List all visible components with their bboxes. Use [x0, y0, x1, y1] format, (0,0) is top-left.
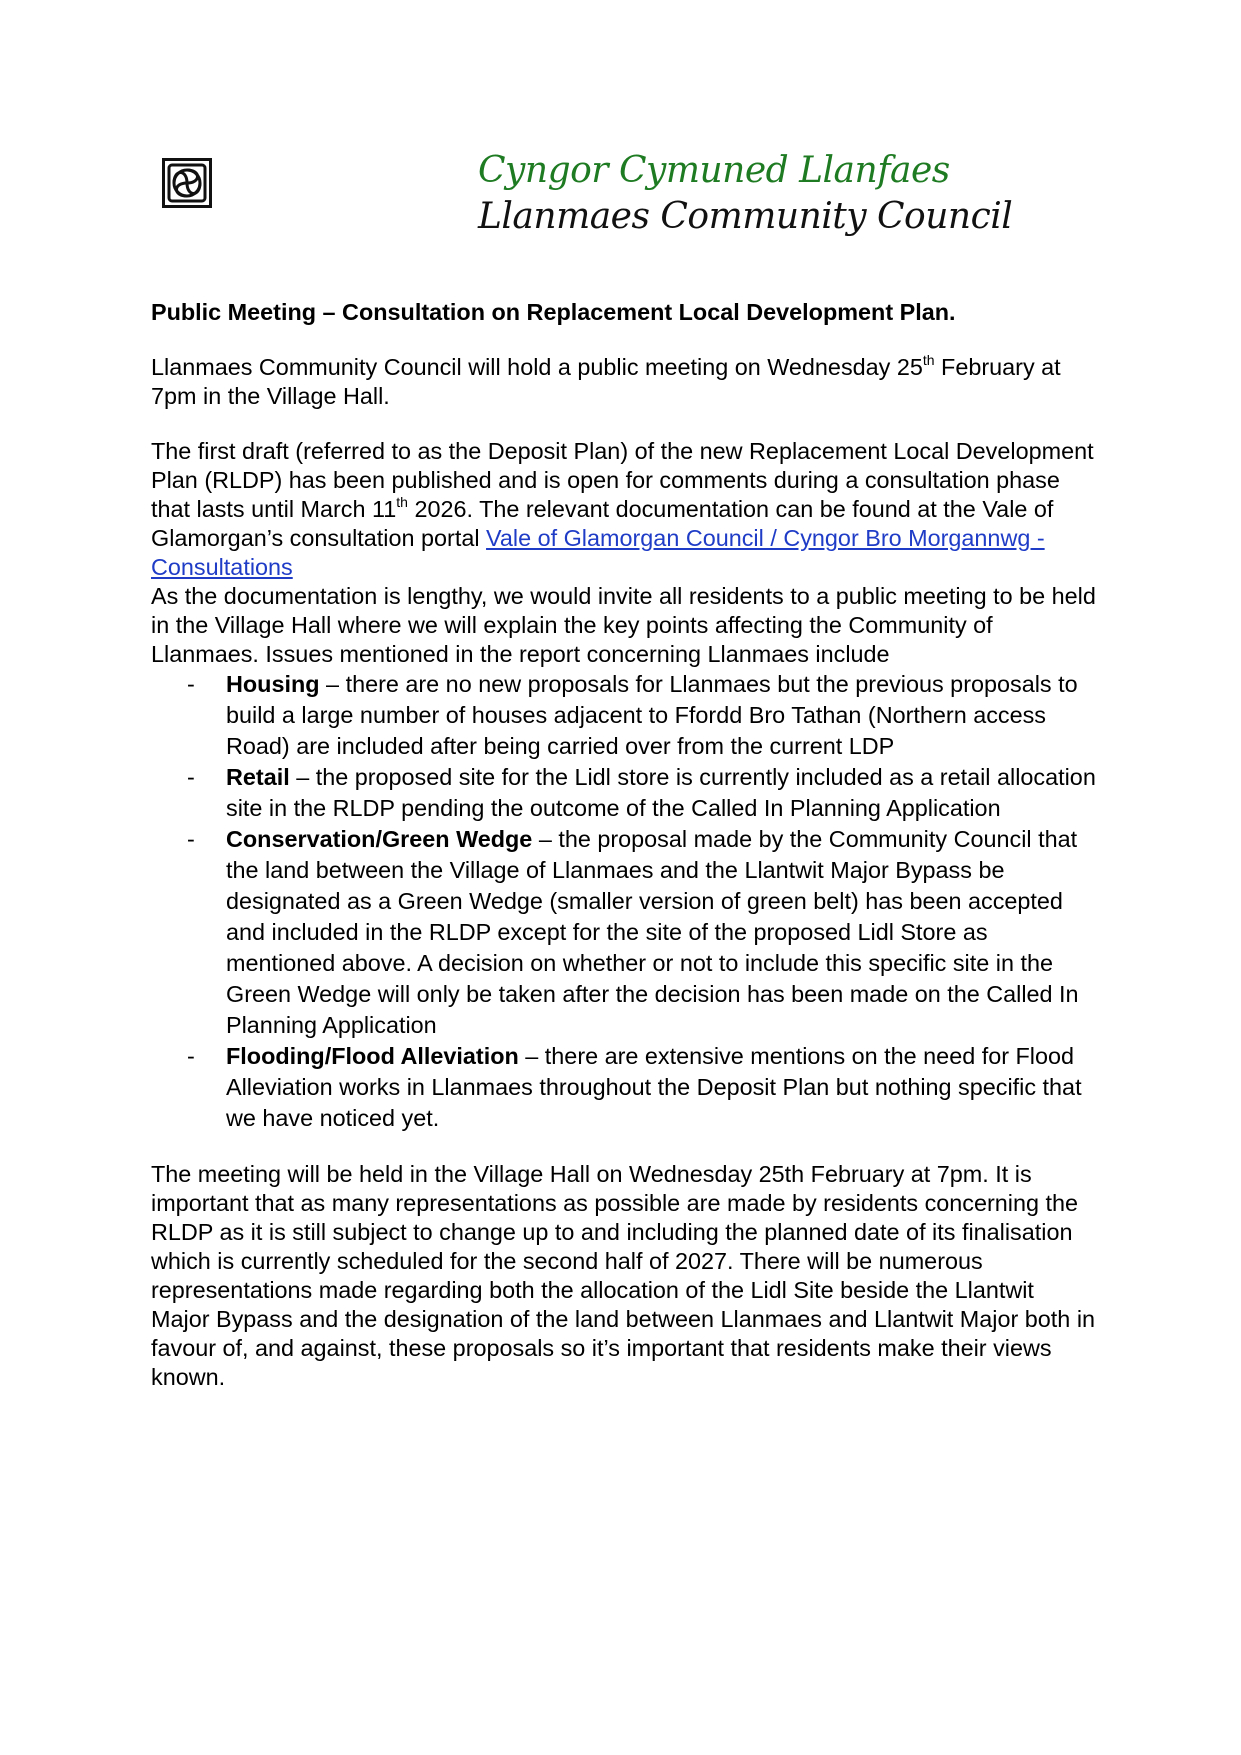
issue-heading-conservation: Conservation/Green Wedge — [226, 826, 533, 852]
bullet-dash: - — [187, 671, 195, 697]
invite-paragraph: As the documentation is lengthy, we would invite all residents to a public meeting to be held in the Village Hall where we will explain the key points affecting the Community of Llanmaes. Issues mentioned in the report concerning Llanmaes include — [151, 583, 1096, 667]
issue-heading-housing: Housing — [226, 671, 320, 697]
intro-text-end: February at 7pm in the Village Hall. — [151, 354, 1061, 409]
issues-list — [151, 669, 1096, 1134]
notice-body — [151, 298, 1096, 1418]
bullet-dash: - — [187, 1043, 195, 1069]
draft-text-end: 2026. The relevant documentation can be found at the Vale of Glamorgan’s consultation portal — [151, 496, 1054, 551]
bullet-dash: - — [187, 764, 195, 790]
list-item — [151, 762, 1096, 824]
notice-title: Public Meeting – Consultation on Replacement Local Development Plan. — [151, 299, 956, 325]
issue-heading-retail: Retail — [226, 764, 290, 790]
council-name-english: Llanmaes Community Council — [478, 196, 1013, 237]
issue-text-conservation: – the proposal made by the Community Council that the land between the Village of Llanmaes and the Llantwit Major Bypass be designated as a Green Wedge (smaller version of green belt) has been accepted and included in the RLDP except for the site of the proposed Lidl Store as mentioned above. A decision on whether or not to include this specific site in the Green Wedge will only be taken after the decision has been made on the Called In Planning Application — [226, 826, 1079, 1038]
list-item — [151, 824, 1096, 1041]
celtic-knot-graphic — [165, 161, 209, 205]
consultation-portal-link[interactable]: Vale of Glamorgan Council / Cyngor Bro Morgannwg - Consultations — [151, 525, 1045, 580]
issue-text-housing: – there are no new proposals for Llanmaes but the previous proposals to build a large number of houses adjacent to Ffordd Bro Tathan (Northern access Road) are included after being carried over from the current LDP — [226, 671, 1078, 759]
issue-text-flooding: – there are extensive mentions on the need for Flood Alleviation works in Llanmaes throughout the Deposit Plan but nothing specific that we have noticed yet. — [226, 1043, 1082, 1131]
list-item — [151, 669, 1096, 762]
bullet-dash: - — [187, 826, 195, 852]
intro-superscript: th — [922, 352, 935, 368]
celtic-knot-icon — [162, 158, 212, 208]
issue-text-retail: – the proposed site for the Lidl store is currently included as a retail allocation site in the RLDP pending the outcome of the Called In Planning Application — [226, 764, 1096, 821]
issue-heading-flooding: Flooding/Flood Alleviation — [226, 1043, 519, 1069]
council-name-welsh: Cyngor Cymuned Llanfaes — [478, 150, 950, 191]
list-item — [151, 1041, 1096, 1134]
intro-paragraph — [151, 353, 1096, 411]
draft-text: The first draft (referred to as the Deposit Plan) of the new Replacement Local Development Plan (RLDP) has been published and is open for comments during a consultation phase that lasts until March 11 — [151, 438, 1094, 522]
draft-paragraph — [151, 437, 1096, 582]
intro-text: Llanmaes Community Council will hold a public meeting on Wednesday 25 — [151, 354, 923, 380]
draft-superscript: th — [396, 494, 408, 510]
closing-paragraph: The meeting will be held in the Village Hall on Wednesday 25th February at 7pm. It is important that as many representations as possible are made by residents concerning the RLDP as it is still subject to change up to and including the planned date of its finalisation which is currently scheduled for the second half of 2027. There will be numerous representations made regarding both the allocation of the Lidl Site beside the Llantwit Major Bypass and the designation of the land between Llanmaes and Llantwit Major both in favour of, and against, these proposals so it’s important that residents make their views known. — [151, 1161, 1096, 1390]
